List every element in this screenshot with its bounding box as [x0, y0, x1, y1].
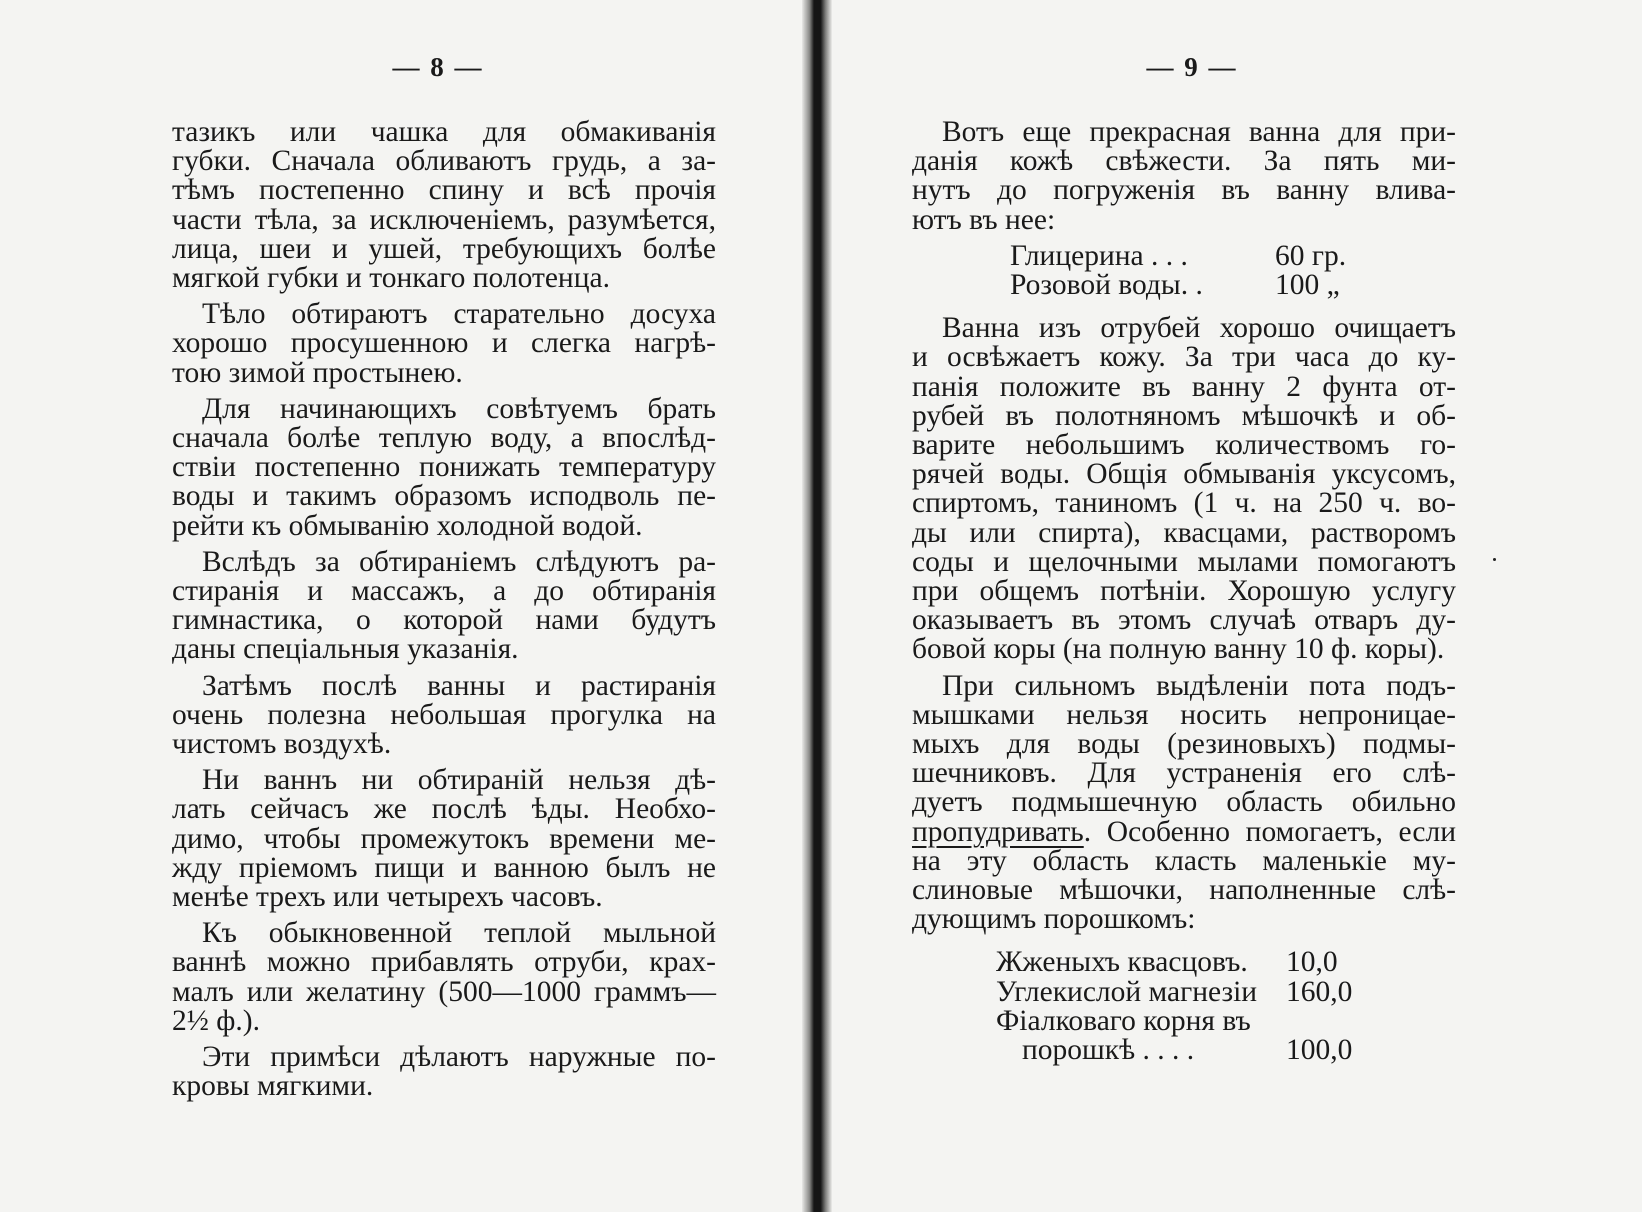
text-line: 2½ ф.).	[172, 1004, 260, 1037]
text-line: тазикъ или чашка для обмакиванія	[172, 116, 716, 148]
text-line: соды и щелочными мылами помогаютъ	[912, 545, 1456, 578]
paragraph	[172, 392, 716, 542]
paragraph	[912, 118, 1456, 235]
ingredient-name: порошкѣ . . . .	[1022, 1034, 1195, 1067]
text-line: лица, шеи и ушей, требующихъ болѣе	[172, 232, 716, 265]
text-line: гимнастика, о которой нами будутъ	[172, 604, 716, 637]
ingredient-name: Розовой воды. .	[1010, 269, 1203, 302]
text-line: слиновые мѣшочки, наполненные слѣ-	[912, 874, 1456, 907]
recipe-item	[912, 1004, 1456, 1037]
text-line: Для начинающихъ совѣтуемъ брать	[202, 392, 716, 425]
text-line: варите небольшимъ количествомъ го-	[912, 429, 1456, 462]
paragraph	[912, 314, 1456, 664]
ingredient-name: Фіалковаго корня въ	[996, 1004, 1251, 1037]
text-line: Вслѣдъ за обтираніемъ слѣдуютъ ра-	[202, 545, 716, 578]
text-line: ютъ въ нее:	[912, 203, 1056, 236]
text-line: сначала болѣе теплую воду, а впослѣд-	[172, 422, 716, 455]
text-line: Тѣло обтираютъ старательно досуха	[202, 298, 716, 331]
ingredient-quantity: 160,0	[1286, 975, 1353, 1008]
text-line: При сильномъ выдѣленіи пота подъ-	[942, 669, 1456, 702]
right-page	[832, 0, 1642, 1212]
text-line: даны спеціальныя указанія.	[172, 633, 519, 666]
text-line: менѣе трехъ или четырехъ часовъ.	[172, 881, 603, 914]
text-line: губки. Сначала обливаютъ грудь, а за-	[172, 145, 716, 178]
text-line: димо, чтобы промежутокъ времени ме-	[172, 822, 716, 855]
recipe-item	[912, 975, 1456, 1008]
paragraph	[912, 669, 1456, 936]
ingredient-name: Жженыхъ квасцовъ.	[996, 946, 1248, 979]
text-line: стиранія и массажъ, а до обтиранія	[172, 575, 716, 608]
text-line: дующимъ порошкомъ:	[912, 903, 1196, 936]
text-line: лать сейчасъ же послѣ ѣды. Необхо-	[172, 793, 716, 826]
text-line: ствіи постепенно понижать температуру	[172, 451, 716, 484]
underlined-word: пропудривать	[912, 815, 1084, 848]
text-line: жду пріемомъ пищи и ванною былъ не	[172, 851, 716, 884]
text-line: рейти къ обмыванію холодной водой.	[172, 509, 643, 542]
text-line: на эту область класть маленькіе му-	[912, 844, 1456, 877]
text-line: данія кожѣ свѣжести. За пять ми-	[912, 145, 1456, 178]
text-line: малъ или желатину (500—1000 граммъ—	[172, 975, 716, 1008]
text-line: мягкой губки и тонкаго полотенца.	[172, 262, 610, 295]
text-line: Вотъ еще прекрасная ванна для при-	[942, 116, 1456, 148]
text-line: тѣмъ постепенно спину и всѣ прочія	[172, 174, 716, 207]
recipe-list	[912, 948, 1456, 1065]
paragraph	[172, 118, 716, 293]
text-line: нутъ до погруженія въ ванну влива-	[912, 174, 1456, 207]
text-line: мыхъ для воды (резиновыхъ) подмы-	[912, 728, 1456, 761]
recipe-list	[912, 239, 1456, 302]
text-line: бовой коры (на полную ванну 10 ф. коры).	[912, 633, 1445, 666]
text-line: оказываетъ въ этомъ случаѣ отваръ ду-	[912, 604, 1456, 637]
text-line: ваннѣ можно прибавлять отруби, крах-	[172, 946, 716, 979]
text-line: Затѣмъ послѣ ванны и растиранія	[202, 669, 716, 702]
print-speck	[1493, 558, 1496, 561]
text-line: мышками нельзя носить непроницае-	[912, 698, 1456, 731]
text-line: при общемъ потѣніи. Хорошую услугу	[912, 575, 1456, 608]
text-line: дуетъ подмышечную область обильно	[912, 786, 1456, 819]
paragraph	[172, 1043, 716, 1101]
book-gutter	[802, 0, 832, 1212]
text-line: Ни ваннъ ни обтираній нельзя дѣ-	[202, 764, 716, 797]
paragraph	[172, 919, 716, 1036]
text-line: Къ обыкновенной теплой мыльной	[202, 917, 716, 950]
right-page-text	[912, 118, 1456, 1079]
paragraph	[172, 545, 716, 666]
ingredient-quantity: 100,0	[1286, 1034, 1353, 1067]
recipe-item	[912, 239, 1456, 272]
recipe-item	[912, 1036, 1456, 1065]
text-line: Эти примѣси дѣлаютъ наружные по-	[202, 1041, 716, 1074]
text-line: Ванна изъ отрубей хорошо очищаетъ	[942, 312, 1456, 345]
text-line: шечниковъ. Для устраненія его слѣ-	[912, 757, 1456, 790]
ingredient-name: Глицерина . . .	[1010, 239, 1188, 272]
text-line: чистомъ воздухѣ.	[172, 728, 392, 761]
left-page	[0, 0, 802, 1212]
text-line: тою зимой простынею.	[172, 356, 463, 389]
page-number: — 9 —	[1146, 52, 1238, 82]
recipe-item	[912, 271, 1456, 300]
text-line: очень полезна небольшая прогулка на	[172, 698, 716, 731]
paragraph	[172, 766, 716, 912]
text-line: панія положите въ ванну 2 фунта от-	[912, 370, 1456, 403]
page-number: — 8 —	[392, 52, 484, 82]
text-line: спиртомъ, таниномъ (1 ч. на 250 ч. во-	[912, 487, 1456, 520]
text-line: рубей въ полотняномъ мѣшочкѣ и об-	[912, 399, 1456, 432]
text-line: и освѣжаетъ кожу. За три часа до ку-	[912, 341, 1456, 374]
text-line: рячей воды. Общія обмыванія уксусомъ,	[912, 458, 1456, 491]
ingredient-quantity: 10,0	[1286, 946, 1338, 979]
left-page-text	[172, 118, 716, 1109]
text-line: кровы мягкими.	[172, 1070, 374, 1103]
text-line: воды и такимъ образомъ исподволь пе-	[172, 480, 716, 513]
recipe-item	[912, 948, 1456, 977]
paragraph	[172, 669, 716, 761]
ingredient-quantity: 60 гр.	[1275, 239, 1347, 272]
text-line: ды или спирта), квасцами, растворомъ	[912, 516, 1456, 549]
text-line: пропудривать. Особенно помогаетъ, если	[912, 815, 1456, 848]
text-line: части тѣла, за исключеніемъ, разумѣется,	[172, 203, 716, 236]
ingredient-name: Углекислой магнезіи	[996, 975, 1258, 1008]
paragraph	[172, 300, 716, 388]
ingredient-quantity: 100 „	[1275, 269, 1340, 302]
text-line: хорошо просушенною и слегка нагрѣ-	[172, 327, 716, 360]
